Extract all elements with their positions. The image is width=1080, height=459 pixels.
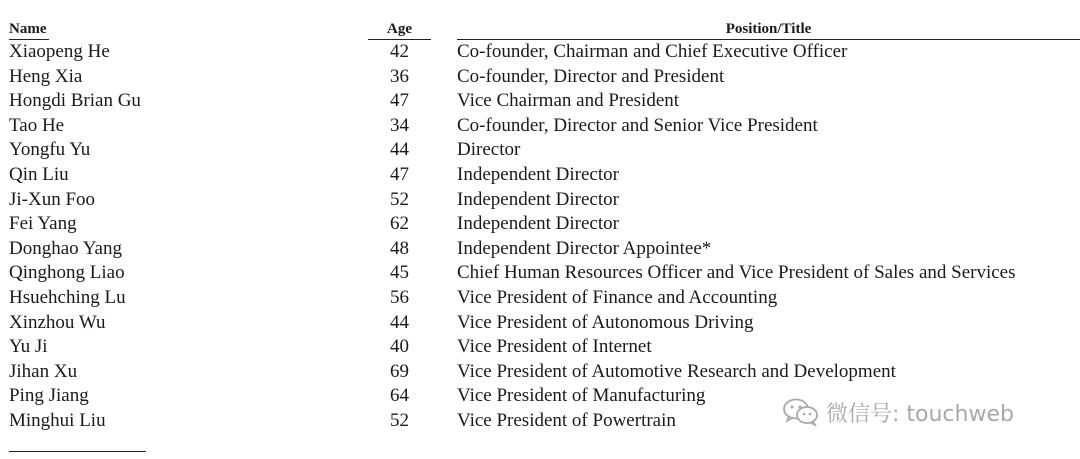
- table-row: [0, 138, 1080, 163]
- cell-age: 62: [390, 213, 409, 235]
- table-row: [0, 212, 1080, 237]
- cell-position: Vice President of Automotive Research and Development: [457, 360, 896, 382]
- table-row: [0, 65, 1080, 90]
- cell-age: 44: [390, 139, 409, 161]
- cell-name: Ji-Xun Foo: [9, 188, 96, 210]
- cell-position: Vice President of Finance and Accounting: [457, 286, 778, 308]
- header-position: Position/Title: [725, 21, 812, 37]
- cell-age: 64: [390, 385, 409, 407]
- cell-position: Vice President of Internet: [457, 336, 652, 358]
- header-name: Name: [9, 21, 47, 37]
- cell-age: 42: [390, 41, 409, 62]
- cell-name: Jihan Xu: [9, 360, 78, 382]
- cell-name: Yu Ji: [9, 336, 48, 358]
- watermark-text: 微信号: touchweb: [826, 401, 1014, 427]
- cell-position: Independent Director: [457, 188, 619, 210]
- cell-age: 34: [390, 114, 409, 136]
- cell-position: Vice Chairman and President: [457, 90, 680, 112]
- cell-name: Minghui Liu: [9, 409, 106, 431]
- table-row: [0, 163, 1080, 188]
- table-row: [0, 89, 1080, 114]
- footnote-rule: [9, 451, 146, 452]
- table-row: [0, 286, 1080, 311]
- table-row: [0, 360, 1080, 385]
- cell-name: Ping Jiang: [9, 385, 89, 407]
- cell-position: Co-founder, Chairman and Chief Executive Officer: [457, 41, 848, 62]
- cell-position: Independent Director Appointee*: [457, 237, 712, 259]
- officers-table: [0, 40, 1080, 434]
- cell-age: 52: [390, 409, 409, 431]
- cell-age: 45: [390, 262, 409, 284]
- cell-name: Tao He: [9, 114, 65, 136]
- cell-name: Yongfu Yu: [9, 139, 91, 161]
- header-age: Age: [387, 21, 412, 37]
- table-row: [0, 335, 1080, 360]
- cell-position: Chief Human Resources Officer and Vice President of Sales and Services: [457, 262, 1016, 284]
- watermark: [782, 394, 1014, 430]
- table-row: [0, 114, 1080, 139]
- table-row: [0, 40, 1080, 65]
- cell-position: Independent Director: [457, 213, 619, 235]
- cell-age: 69: [390, 360, 409, 382]
- cell-position: Independent Director: [457, 163, 619, 185]
- cell-name: Donghao Yang: [9, 237, 122, 259]
- cell-age: 47: [390, 163, 409, 185]
- cell-name: Heng Xia: [9, 65, 83, 87]
- cell-position: Vice President of Manufacturing: [457, 385, 706, 407]
- cell-age: 40: [390, 336, 409, 358]
- cell-name: Hongdi Brian Gu: [9, 90, 141, 112]
- wechat-icon: [782, 397, 820, 427]
- cell-name: Hsuehching Lu: [9, 286, 126, 308]
- cell-age: 47: [390, 90, 409, 112]
- cell-name: Qin Liu: [9, 163, 69, 185]
- table-row: [0, 311, 1080, 336]
- table-row: [0, 261, 1080, 286]
- cell-age: 44: [390, 311, 409, 333]
- cell-position: Director: [457, 139, 521, 161]
- cell-age: 36: [390, 65, 409, 87]
- cell-name: Fei Yang: [9, 213, 77, 235]
- cell-name: Qinghong Liao: [9, 262, 125, 284]
- cell-position: Vice President of Powertrain: [457, 409, 676, 431]
- table-row: [0, 188, 1080, 213]
- cell-age: 56: [390, 286, 409, 308]
- cell-age: 52: [390, 188, 409, 210]
- cell-name: Xiaopeng He: [9, 41, 110, 62]
- cell-name: Xinzhou Wu: [9, 311, 106, 333]
- cell-position: Co-founder, Director and President: [457, 65, 725, 87]
- table-row: [0, 237, 1080, 262]
- cell-position: Co-founder, Director and Senior Vice President: [457, 114, 818, 136]
- cell-position: Vice President of Autonomous Driving: [457, 311, 754, 333]
- cell-age: 48: [390, 237, 409, 259]
